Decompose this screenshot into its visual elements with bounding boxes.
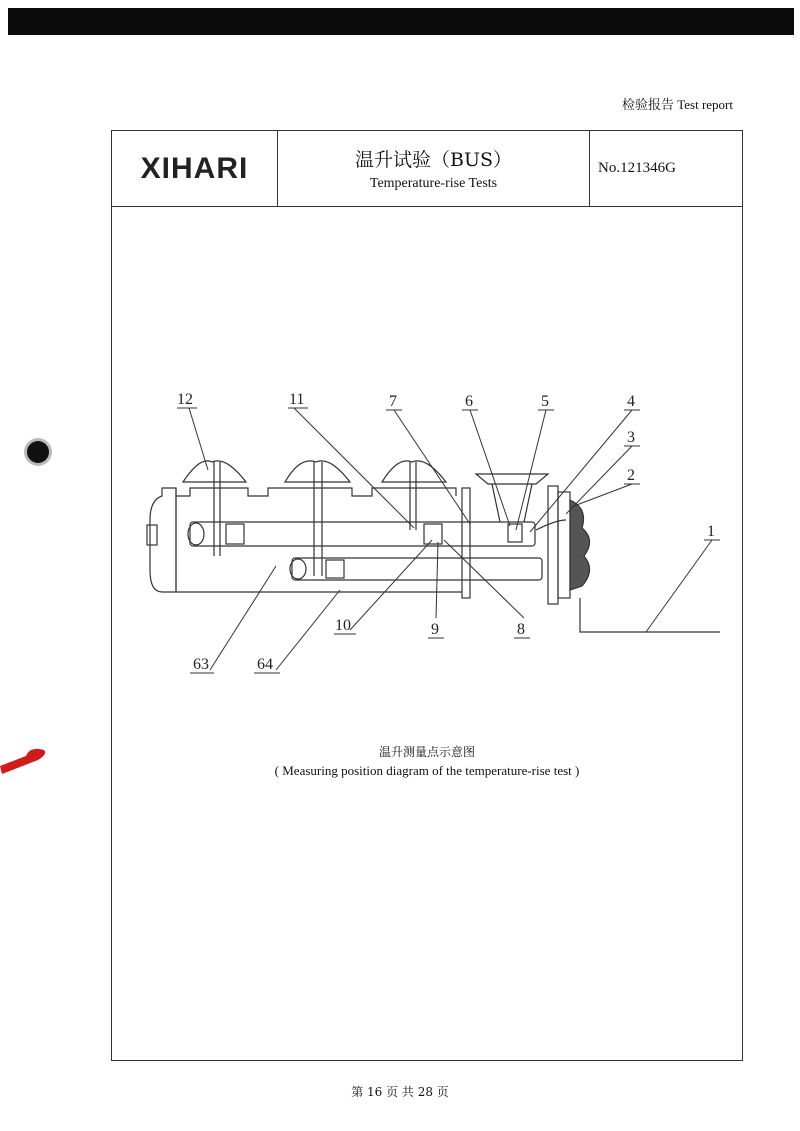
page-number: 第 16 页 共 28 页: [351, 1085, 449, 1099]
callout-3: 3: [627, 429, 635, 446]
cover-rod-right: [524, 484, 532, 522]
callout-10: 10: [335, 617, 351, 634]
title-english: Temperature-rise Tests: [369, 176, 498, 191]
insulator-support-1: [183, 461, 246, 556]
top-cover: [476, 474, 548, 484]
leader-lines: [189, 408, 712, 670]
callout-6: 6: [465, 393, 473, 410]
callout-underlines: [177, 408, 720, 673]
diagram-caption-chinese: 温升测量点示意图: [378, 745, 475, 759]
middle-flange: [462, 488, 470, 598]
insulator-support-2: [285, 461, 350, 576]
wall-bushing: [570, 500, 590, 590]
right-flange-outer: [558, 492, 570, 598]
joint-b: [326, 560, 344, 578]
lower-bus-conductor: [292, 558, 542, 580]
company-logo: XIHARI: [140, 151, 249, 185]
enclosure-top-profile: [176, 488, 456, 496]
callout-2: 2: [627, 467, 635, 484]
callout-labels: [177, 391, 715, 673]
red-tab-mark: [0, 748, 50, 788]
callout-7: 7: [389, 393, 397, 410]
callout-9: 9: [431, 621, 439, 638]
callout-12: 12: [177, 391, 193, 408]
report-label: 检验报告 Test report: [621, 97, 733, 112]
cover-rod-left: [492, 484, 500, 522]
callout-1: 1: [707, 523, 715, 540]
callout-64: 64: [257, 656, 273, 673]
joint-d: [508, 524, 522, 542]
diagram-caption-english: ( Measuring position diagram of the temperature-rise test ): [274, 763, 580, 778]
left-end-cap: [150, 488, 176, 592]
joint-c: [424, 524, 442, 544]
callout-63: 63: [193, 656, 209, 673]
callout-4: 4: [627, 393, 635, 410]
right-flange: [548, 486, 558, 604]
report-number: No.121346G: [598, 160, 676, 176]
connector-curve: [536, 520, 566, 530]
end-cap-box: [147, 525, 157, 545]
joint-a: [226, 524, 244, 544]
title-chinese: 温升试验（BUS）: [355, 149, 512, 171]
callout-5: 5: [541, 393, 549, 410]
callout-8: 8: [517, 621, 525, 638]
callout-11: 11: [289, 391, 305, 408]
upper-bus-conductor: [190, 522, 535, 546]
insulator-support-3: [382, 461, 446, 530]
